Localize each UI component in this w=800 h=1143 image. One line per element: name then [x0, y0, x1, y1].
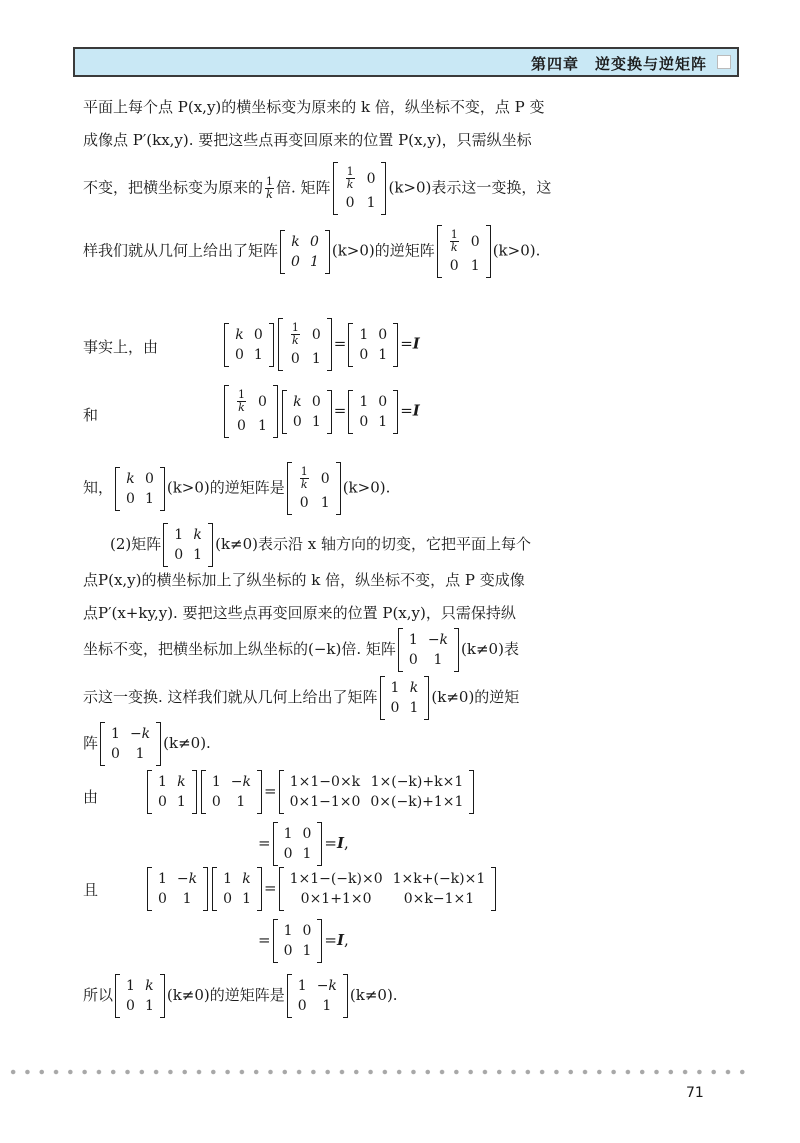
- para1-line3: 不变，把横坐标变为原来的 $\frac{1}{k}$ 倍. 矩阵 $\frac{1}{k}$ 0 0 1 (k>0)表示这一变换，这: [83, 162, 551, 215]
- dotted-divider: [6, 1069, 746, 1075]
- eq1-expression: k 0 0 1 $\frac{1}{k}$ 0 0 1 = 1 0 0 1 =I: [222, 318, 420, 371]
- eq2-expression: $\frac{1}{k}$ 0 0 1 k 0 0 1 = 1 0 0 1 =I: [222, 385, 420, 438]
- eq2-label: 和: [83, 406, 99, 424]
- conclusion2: 所以 1 k 0 1 (k≠0)的逆矩阵是 1 −k 0 1 (k≠0).: [83, 974, 398, 1018]
- eq4-result: = 1 0 0 1 =I,: [258, 919, 349, 963]
- eq3-result: = 1 0 0 1 =I,: [258, 822, 349, 866]
- para2-line5: 示这一变换. 这样我们就从几何上给出了矩阵 1 k 0 1 (k≠0)的逆矩: [83, 676, 519, 720]
- eq4-expression: 1 −k 0 1 1 k 0 1 = 1×1−(−k)×0 1×k+(−k)×1 0×1+1×0 0×k−1×1: [145, 867, 498, 911]
- eq4-label: 且: [83, 881, 99, 899]
- eq3-expression: 1 k 0 1 1 −k 0 1 = 1×1−0×k 1×(−k)+k×1 0×1−1×0 0×(−k)+1×1: [145, 770, 476, 814]
- eq3-label: 由: [83, 788, 99, 806]
- eq1-label: 事实上，由: [83, 338, 159, 356]
- para1-line4: 样我们就从几何上给出了矩阵 k 0 0 1 (k>0)的逆矩阵 $\frac{1}{k}$ 0 0 1 (k>0).: [83, 225, 540, 278]
- chapter-header-bar: [73, 47, 739, 77]
- matrix-stretch: k 0 0 1: [280, 230, 330, 274]
- para1-line1: 平面上每个点 P(x,y)的横坐标变为原来的 k 倍，纵坐标不变，点 P 变: [83, 98, 545, 116]
- chapter-title: 第四章 逆变换与逆矩阵: [530, 55, 707, 73]
- para2-line3: 点P′(x+ky,y). 要把这些点再变回原来的位置 P(x,y)，只需保持纵: [83, 604, 516, 622]
- page-number: 71: [686, 1085, 704, 1101]
- fraction-one-over-k: $\frac{1}{k}$: [266, 175, 274, 202]
- para1-line2: 成像点 P′(kx,y). 要把这些点再变回原来的位置 P(x,y)，只需纵坐标: [83, 131, 532, 149]
- para2-line4: 坐标不变，把横坐标加上纵坐标的(−k)倍. 矩阵 1 −k 0 1 (k≠0)表: [83, 628, 519, 672]
- para2-line2: 点P(x,y)的横坐标加上了纵坐标的 k 倍，纵坐标不变，点 P 变成像: [83, 571, 525, 589]
- para2-line1: (2)矩阵 1 k 0 1 (k≠0)表示沿 x 轴方向的切变，它把平面上每个: [110, 523, 531, 567]
- matrix-inverse-stretch: $\frac{1}{k}$ 0 0 1: [333, 162, 387, 215]
- matrix-inverse-stretch-2: $\frac{1}{k}$ 0 0 1: [437, 225, 491, 278]
- header-corner-box: [717, 55, 731, 69]
- conclusion1: 知， k 0 0 1 (k>0)的逆矩阵是 $\frac{1}{k}$ 0 0 1 (k>0).: [83, 462, 390, 515]
- para2-line6: 阵 1 −k 0 1 (k≠0).: [83, 722, 211, 766]
